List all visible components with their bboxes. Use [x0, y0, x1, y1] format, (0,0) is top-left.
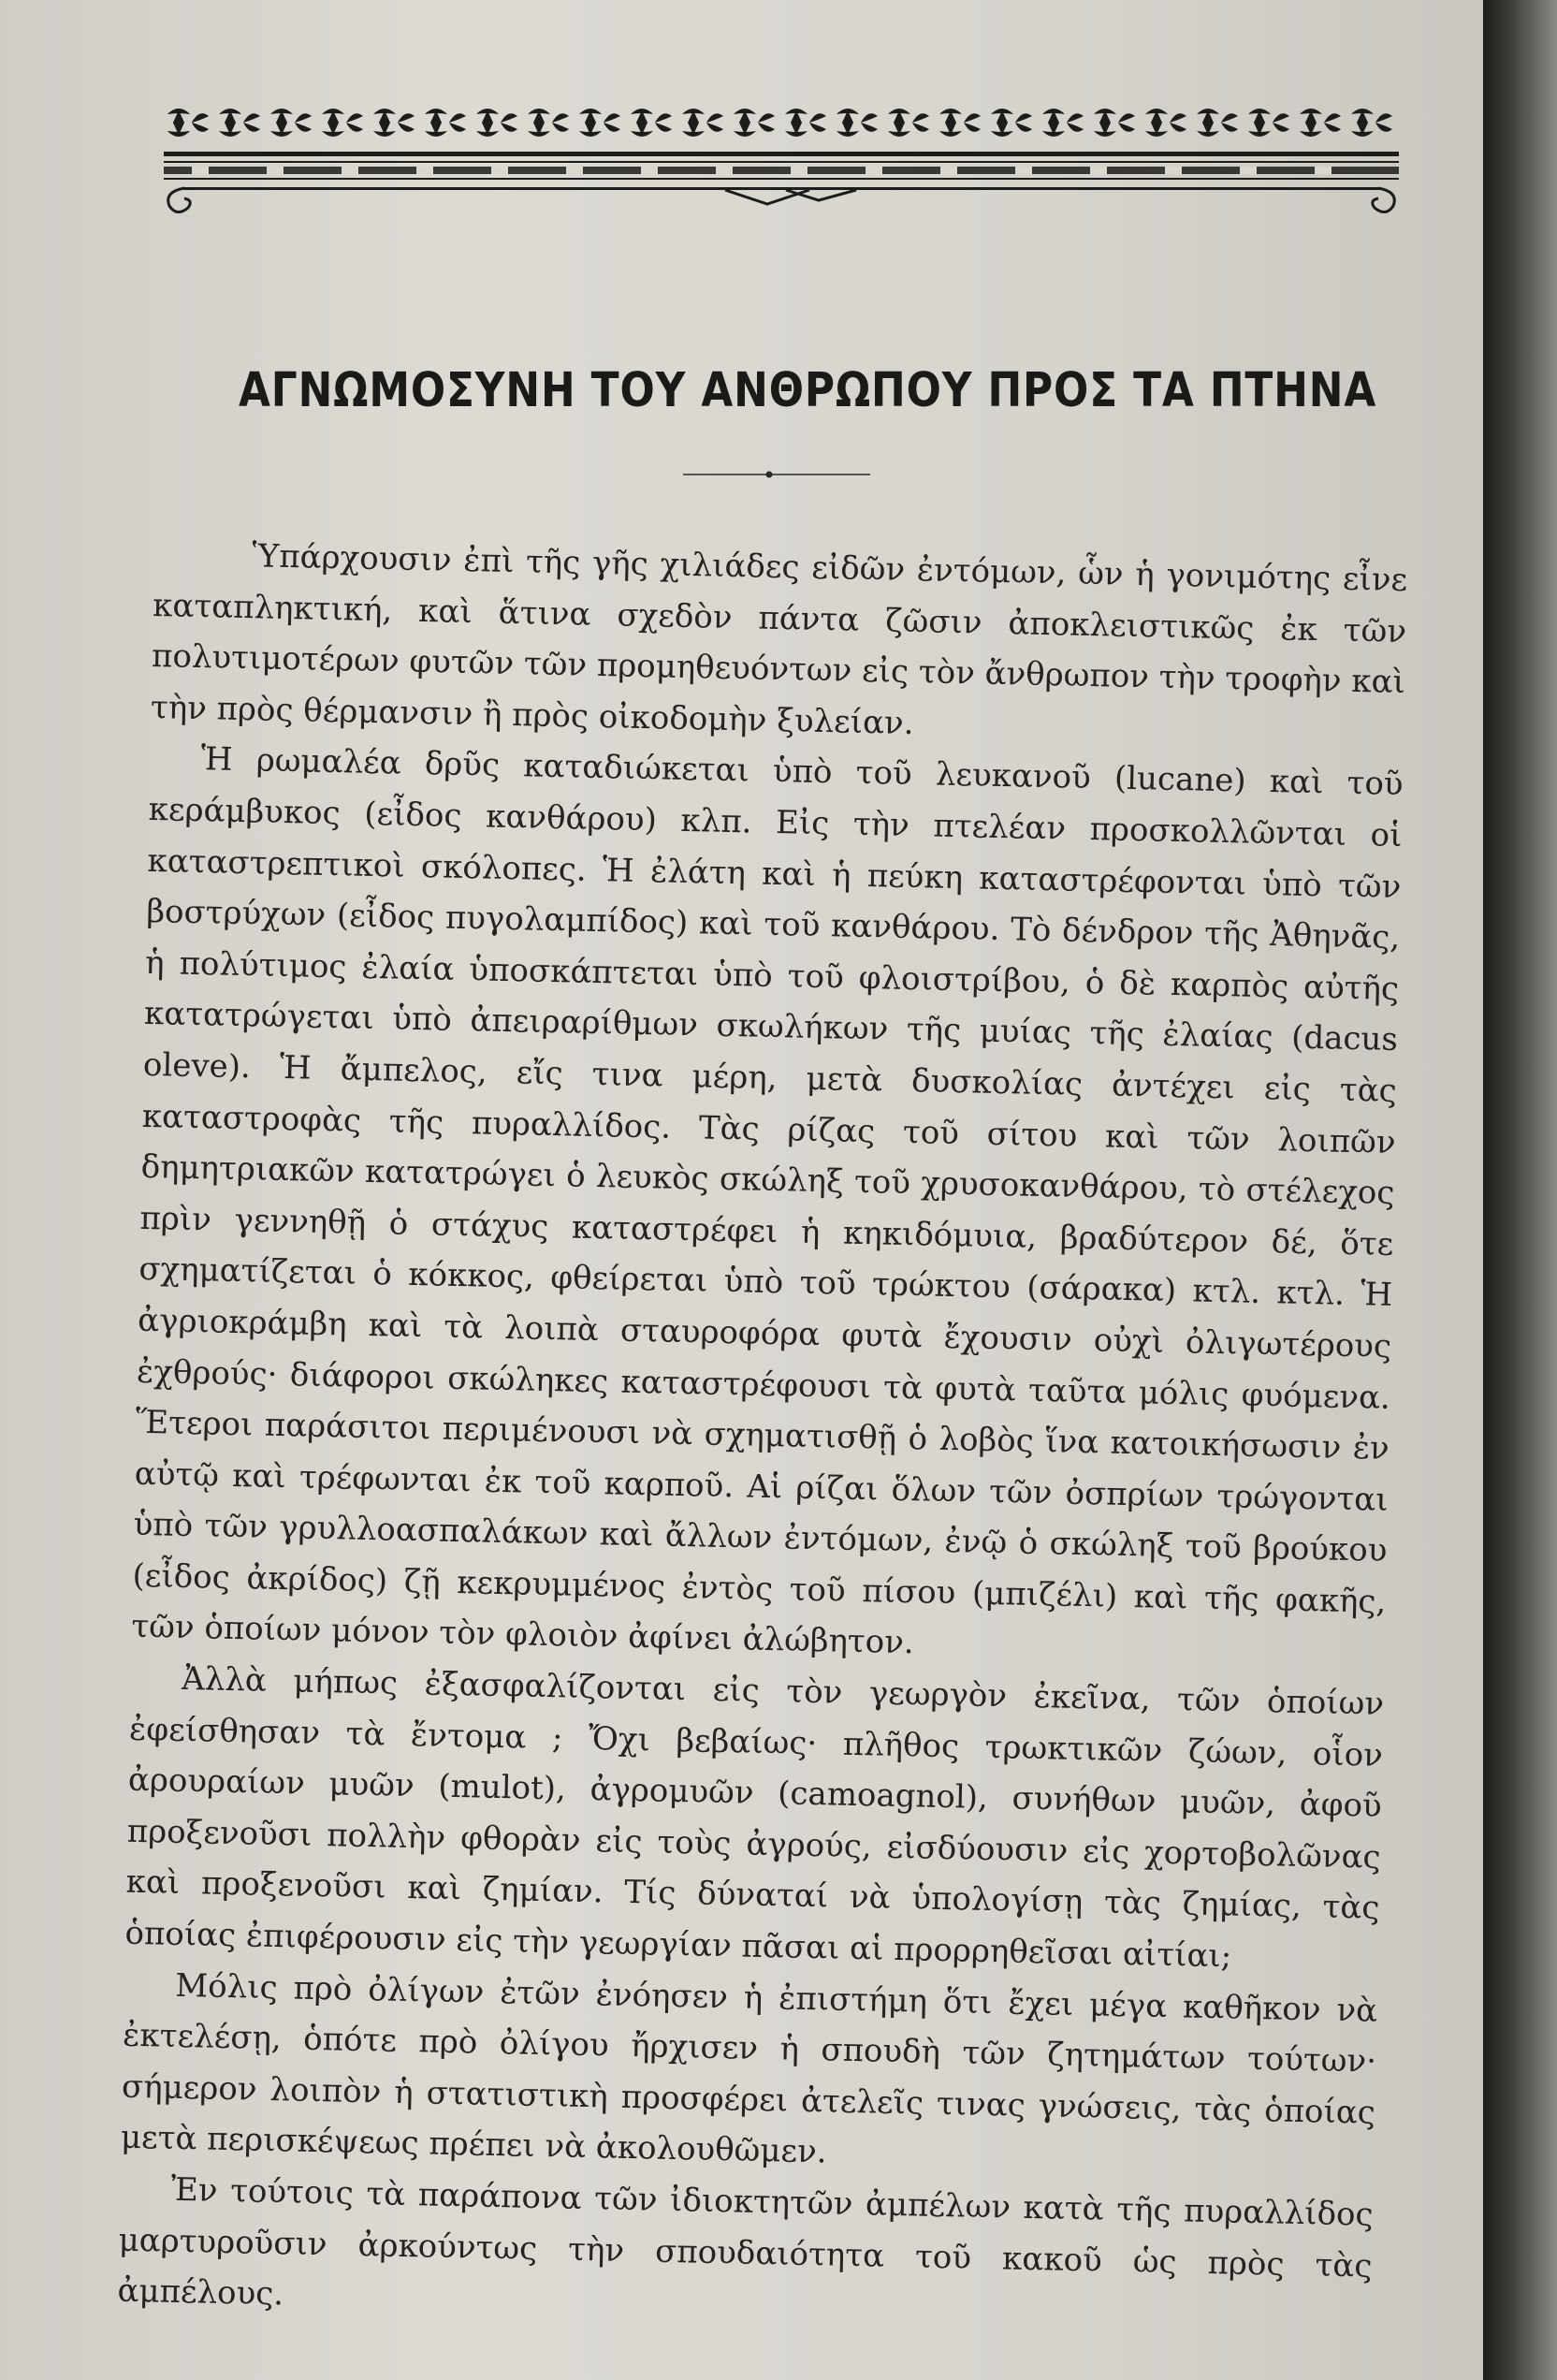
- article-title: ΑΓΝΩΜΟΣΥΝΗ ΤΟΥ ΑΝΘΡΩΠΟΥ ΠΡΟΣ ΤΑ ΠΤΗΝΑ: [239, 363, 1377, 418]
- leaf-garland-repeat: [167, 109, 1392, 137]
- paragraph: Ἀλλὰ μήπως ἐξασφαλίζονται εἰς τὸν γεωργὸν ἐκεῖνα, τῶν ὁποίων ἐφείσθησαν τὰ ἔντομα ; Ὄχι βεβαίως· πλῆθος τρωκτικῶν ζώων, οἷον ἀρουραίων μυῶν (mulot), ἀγρομυῶν (camoagnol), συνήθων μυῶν, ἀφοῦ προξενοῦσι πολλὴν φθορὰν εἰς τοὺς ἀγρούς, εἰσδύουσιν εἰς χορτοβολῶνας καὶ προξενοῦσι καὶ ζημίαν. Τίς δύναταί νὰ ὑπολογίσῃ τὰς ζημίας, τὰς ὁποίας ἐπιφέρουσιν εἰς τὴν γεωργίαν πᾶσαι αἱ προρρηθεῖσαι αἰτίαι;: [124, 1659, 1385, 1976]
- scroll-right-icon: [1373, 188, 1395, 212]
- article-body: [117, 529, 1408, 2343]
- paragraph: Ἐν τούτοις τὰ παράπονα τῶν ἰδιοκτητῶν ἀμπέλων κατὰ τῆς πυραλλίδος μαρτυροῦσιν ἀρκούντως τὴν σπουδαιότητα τοῦ κακοῦ ὡς πρὸς τὰς ἀμπέλους.: [117, 2170, 1374, 2314]
- book-spine: [1483, 0, 1557, 2380]
- header-ornament: [164, 103, 1399, 243]
- title-divider: [683, 468, 870, 481]
- scroll-left-icon: [168, 188, 191, 212]
- paragraph: Μόλις πρὸ ὀλίγων ἐτῶν ἐνόησεν ἡ ἐπιστήμη ὅτι ἔχει μέγα καθῆκον νὰ ἐκτελέσῃ, ὁπότε πρὸ ὀλίγου ἤρχισεν ἡ σπουδὴ τῶν ζητημάτων τούτων· σήμερον λοιπὸν ἡ στατιστικὴ προσφέρει ἀτελεῖς τινας γνώσεις, τὰς ὁποίας μετὰ περισκέψεως πρέπει νὰ ἀκολουθῶμεν.: [120, 1966, 1378, 2171]
- paragraph: Ἡ ρωμαλέα δρῦς καταδιώκεται ὑπὸ τοῦ λευκανοῦ (lucane) καὶ τοῦ κεράμβυκος (εἶδος κανθάρου) κλπ. Εἰς τὴν πτελέαν προσκολλῶνται οἱ καταστρεπτικοὶ σκόλοπες. Ἡ ἐλάτη καὶ ἡ πεύκη καταστρέφονται ὑπὸ τῶν βοστρύχων (εἶδος πυγολαμπίδος) καὶ τοῦ κανθάρου. Τὸ δένδρον τῆς Ἀθηνᾶς, ἡ πολύτιμος ἐλαία ὑποσκάπτεται ὑπὸ τοῦ φλοιστρίβου, ὁ δὲ καρπὸς αὐτῆς κατατρώγεται ὑπὸ ἀπειραρίθμων σκωλήκων τῆς μυίας τῆς ἐλαίας (dacus oleve). Ἡ ἄμπελος, εἴς τινα μέρη, μετὰ δυσκολίας ἀντέχει εἰς τὰς καταστροφὰς τῆς πυραλλίδος. Τὰς ρίζας τοῦ σίτου καὶ τῶν λοιπῶν δημητριακῶν κατατρώγει ὁ λευκὸς σκώληξ τοῦ χρυσοκανθάρου, τὸ στέλεχος πρὶν γεννηθῇ ὁ στάχυς καταστρέφει ἡ κηκιδόμυια, βραδύτερον δέ, ὅτε σχηματίζεται ὁ κόκκος, φθείρεται ὑπὸ τοῦ τρώκτου (σάρακα) κτλ. κτλ. Ἡ ἀγριοκράμβη καὶ τὰ λοιπὰ σταυροφόρα φυτὰ ἔχουσιν οὐχὶ ὀλιγωτέρους ἐχθρούς· διάφοροι σκώληκες καταστρέφουσι τὰ φυτὰ ταῦτα μόλις φυόμενα. Ἕτεροι παράσιτοι περιμένουσι νὰ σχηματισθῇ ὁ λοβὸς ἵνα κατοικήσωσιν ἐν αὐτῷ καὶ τρέφωνται ἐκ τοῦ καρποῦ. Αἱ ρίζαι ὅλων τῶν ὀσπρίων τρώγονται ὑπὸ τῶν γρυλλοασπαλάκων καὶ ἄλλων ἐντόμων, ἐνῷ ὁ σκώληξ τοῦ βρούκου (εἶδος ἀκρίδος) ζῇ κεκρυμμένος ἐντὸς τοῦ πίσου (μπιζέλι) καὶ τῆς φακῆς, τῶν ὁποίων μόνον τὸν φλοιὸν ἀφίνει ἀλώβητον.: [131, 740, 1404, 1662]
- center-chevron-icon: [725, 190, 856, 204]
- paragraph: Ὑπάρχουσιν ἐπὶ τῆς γῆς χιλιάδες εἰδῶν ἐντόμων, ὧν ἡ γονιμότης εἶνε καταπληκτική, καὶ ἅτινα σχεδὸν πάντα ζῶσιν ἀποκλειστικῶς ἐκ τῶν πολυτιμοτέρων φυτῶν τῶν προμηθευόντων εἰς τὸν ἄνθρωπον τὴν τροφὴν καὶ τὴν πρὸς θέρμανσιν ἢ πρὸς οἰκοδομὴν ξυλείαν.: [150, 537, 1408, 742]
